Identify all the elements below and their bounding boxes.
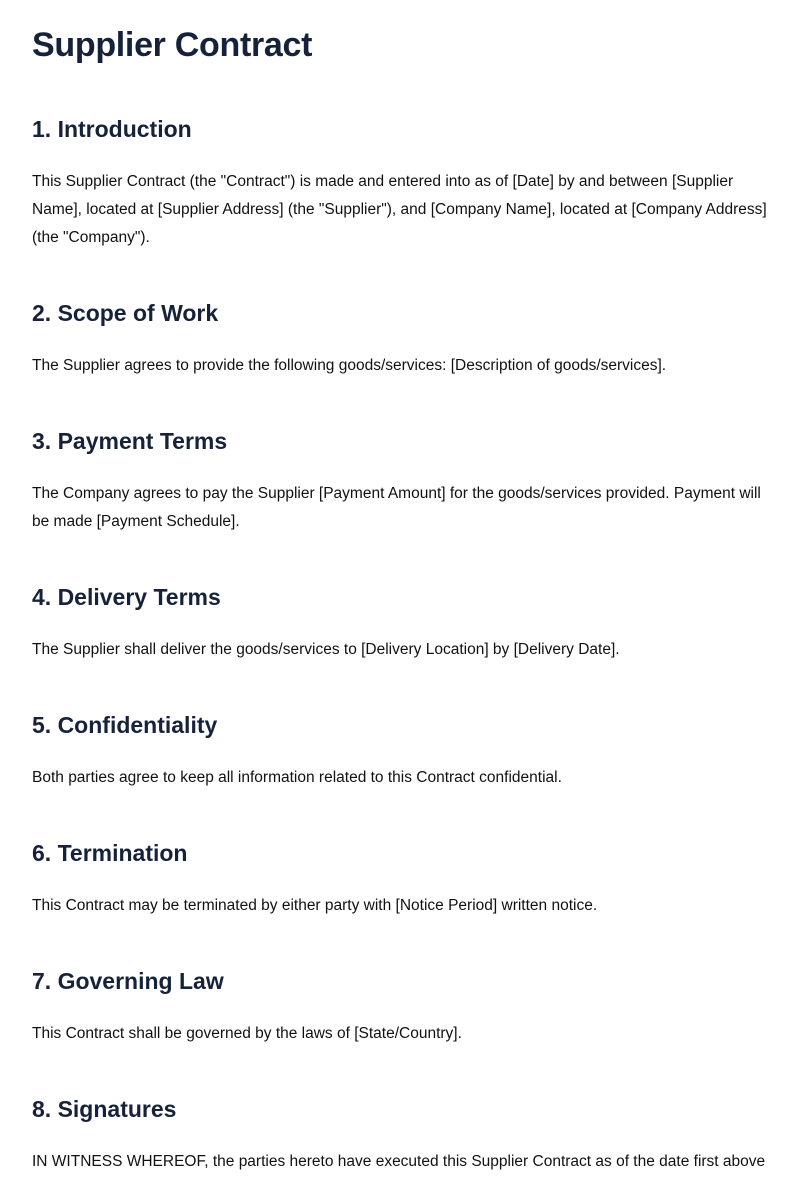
section-body: This Contract shall be governed by the laws of [State/Country].: [32, 1025, 462, 1042]
section-body: The Supplier agrees to provide the following goods/services: [Description of goods/services].: [32, 357, 667, 374]
document-title: Supplier Contract: [32, 26, 313, 64]
section-introduction: [32, 114, 772, 252]
section-body: This Supplier Contract (the "Contract") is made and entered into as of [Date] by and between [Supplier Name], located at [Supplier Address] (the "Supplier"), and [Company Name], located at [Company Address] (the "Company").: [32, 173, 767, 246]
document-page: [32, 0, 772, 1176]
section-heading: 4. Delivery Terms: [32, 584, 221, 610]
section-heading: 6. Termination: [32, 840, 188, 866]
section-termination: [32, 838, 772, 920]
section-heading: 5. Confidentiality: [32, 712, 218, 738]
section-payment-terms: [32, 426, 772, 536]
section-body: The Supplier shall deliver the goods/services to [Delivery Location] by [Delivery Date].: [32, 641, 620, 658]
section-heading: 8. Signatures: [32, 1096, 177, 1122]
section-heading: 1. Introduction: [32, 116, 192, 142]
section-scope-of-work: [32, 298, 772, 380]
section-body: IN WITNESS WHEREOF, the parties hereto have executed this Supplier Contract as of the date first above: [32, 1153, 766, 1170]
section-delivery-terms: [32, 582, 772, 664]
section-governing-law: [32, 966, 772, 1048]
section-heading: 3. Payment Terms: [32, 428, 228, 454]
section-signatures: [32, 1094, 772, 1176]
section-body: Both parties agree to keep all information related to this Contract confidential.: [32, 769, 562, 786]
section-heading: 2. Scope of Work: [32, 300, 219, 326]
section-confidentiality: [32, 710, 772, 792]
section-body: This Contract may be terminated by either party with [Notice Period] written notice.: [32, 897, 598, 914]
section-body: The Company agrees to pay the Supplier [Payment Amount] for the goods/services provided. Payment will be made [Payment Schedule].: [32, 485, 761, 530]
section-heading: 7. Governing Law: [32, 968, 224, 994]
